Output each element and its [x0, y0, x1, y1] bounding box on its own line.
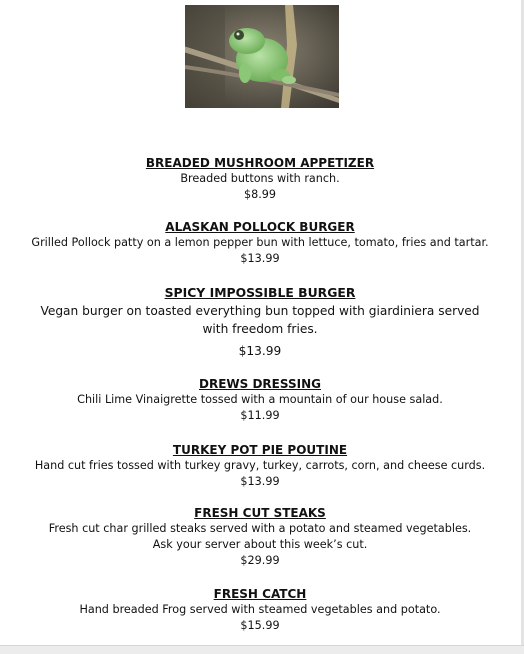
item-price: $13.99 [238, 344, 282, 358]
item-title: TURKEY POT PIE POUTINE [172, 443, 348, 457]
menu-item-breaded-mushroom [0, 155, 520, 203]
item-description: Vegan burger on toasted everything bun topped with giardiniera served with freedom fries. [40, 304, 480, 336]
item-price: $8.99 [243, 188, 277, 201]
item-description: Grilled Pollock patty on a lemon pepper bun with lettuce, tomato, fries and tartar. [31, 236, 489, 249]
frog-photo [185, 5, 339, 108]
item-title: SPICY IMPOSSIBLE BURGER [164, 285, 356, 300]
item-note: Ask your server about this week’s cut. [152, 538, 368, 551]
item-price: $11.99 [240, 409, 280, 422]
item-title: ALASKAN POLLOCK BURGER [165, 220, 355, 234]
item-title: DREWS DRESSING [199, 377, 321, 391]
item-title: BREADED MUSHROOM APPETIZER [145, 156, 375, 170]
item-description: Chili Lime Vinaigrette tossed with a mountain of our house salad. [77, 393, 443, 406]
item-description: Hand breaded Frog served with steamed vegetables and potato. [79, 603, 441, 616]
menu-item-turkey-pot-pie [0, 442, 520, 490]
item-price: $13.99 [240, 252, 280, 265]
item-description: Hand cut fries tossed with turkey gravy, turkey, carrots, corn, and cheese curds. [34, 459, 486, 472]
menu-item-alaskan-pollock [0, 219, 520, 267]
item-price: $29.99 [240, 554, 280, 567]
item-price: $13.99 [240, 475, 280, 488]
item-title: FRESH CATCH [213, 587, 307, 601]
menu-item-drews-dressing [0, 376, 520, 424]
item-title: FRESH CUT STEAKS [194, 506, 326, 520]
item-description: Fresh cut char grilled steaks served with a potato and steamed vegetables. [48, 522, 472, 535]
bottom-scroll-bar[interactable] [0, 645, 524, 654]
item-description: Breaded buttons with ranch. [180, 172, 340, 185]
item-price: $15.99 [240, 619, 280, 632]
menu-item-fresh-cut-steaks [0, 505, 520, 569]
menu-item-fresh-catch [0, 586, 520, 634]
menu-item-spicy-impossible [0, 284, 520, 360]
